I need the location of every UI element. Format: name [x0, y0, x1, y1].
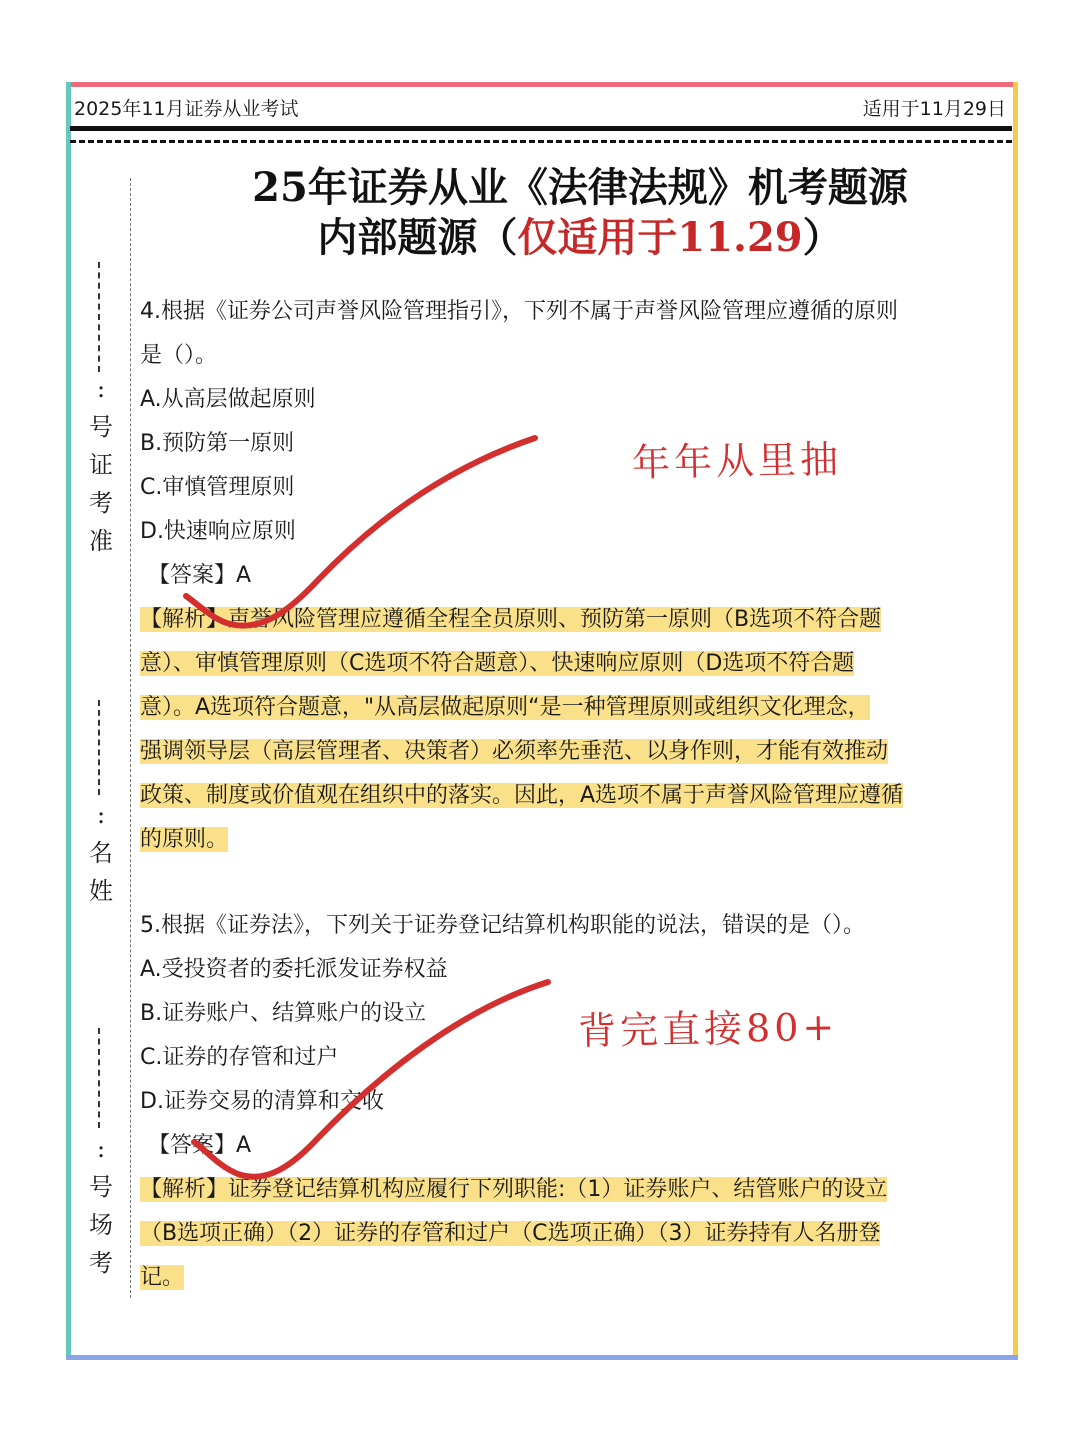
option-d: D.快速响应原则: [140, 519, 296, 544]
header-applicable-date: 适用于11月29日: [862, 98, 1006, 120]
analysis-line: 意）。A选项符合题意，"从高层做起原则“是一种管理原则或组织文化理念，: [140, 695, 870, 720]
option-b: B.证券账户、结算账户的设立: [140, 1001, 427, 1026]
analysis-line: 【解析】证券登记结算机构应履行下列职能:（1）证券账户、结管账户的设立: [140, 1177, 888, 1202]
option-a: A.受投资者的委托派发证券权益: [140, 957, 448, 982]
ticket-number-label: : 号 证 考 准: [89, 375, 113, 555]
option-c: C.审慎管理原则: [140, 475, 295, 500]
subtitle-red-text: 仅适用于11.29: [517, 214, 803, 261]
analysis-line: 【解析】声誉风险管理应遵循全程全员原则、预防第一原则（B选项不符合题: [140, 607, 882, 632]
analysis-line: （B选项正确）（2）证券的存管和过户（C选项正确）（3）证券持有人名册登: [140, 1221, 881, 1246]
handwritten-note: 年年从里抽: [631, 437, 843, 485]
check-mark-icon: [186, 438, 535, 626]
analysis-line: 政策、制度或价值观在组织中的落实。因此，A选项不属于声誉风险管理应遵循: [140, 783, 904, 808]
header-exam-name: 2025年11月证券从业考试: [74, 98, 299, 120]
option-b: B.预防第一原则: [140, 431, 295, 456]
answer: 【答案】A: [148, 1133, 252, 1158]
option-a: A.从高层做起原则: [140, 387, 316, 412]
handwritten-note: 背完直接80+: [577, 1004, 839, 1054]
analysis-line: 的原则。: [140, 827, 229, 852]
option-d: D.证券交易的清算和交收: [140, 1089, 384, 1114]
option-c: C.证券的存管和过户: [140, 1045, 339, 1070]
page-subtitle: 内部题源（仅适用于11.29）: [317, 214, 843, 261]
exam-room-label: : 号 场 考: [89, 1135, 113, 1277]
analysis-line: 记。: [140, 1265, 185, 1290]
check-mark-icon: [194, 982, 548, 1177]
analysis-line: 意）、审慎管理原则（C选项不符合题意）、快速响应原则（D选项不符合题: [140, 651, 855, 676]
question-stem: 4.根据《证券公司声誉风险管理指引》，下列不属于声誉风险管理应遵循的原则: [140, 299, 898, 324]
answer: 【答案】A: [148, 563, 252, 588]
analysis-line: 强调领导层（高层管理者、决策者）必须率先垂范、以身作则，才能有效推动: [140, 739, 889, 764]
question-stem: 是（）。: [140, 343, 218, 368]
page-title: 25年证券从业《法律法规》机考题源: [252, 164, 908, 211]
name-label: : 名 姓: [89, 801, 113, 905]
question-stem: 5.根据《证券法》，下列关于证券登记结算机构职能的说法，错误的是（）。: [140, 913, 865, 938]
